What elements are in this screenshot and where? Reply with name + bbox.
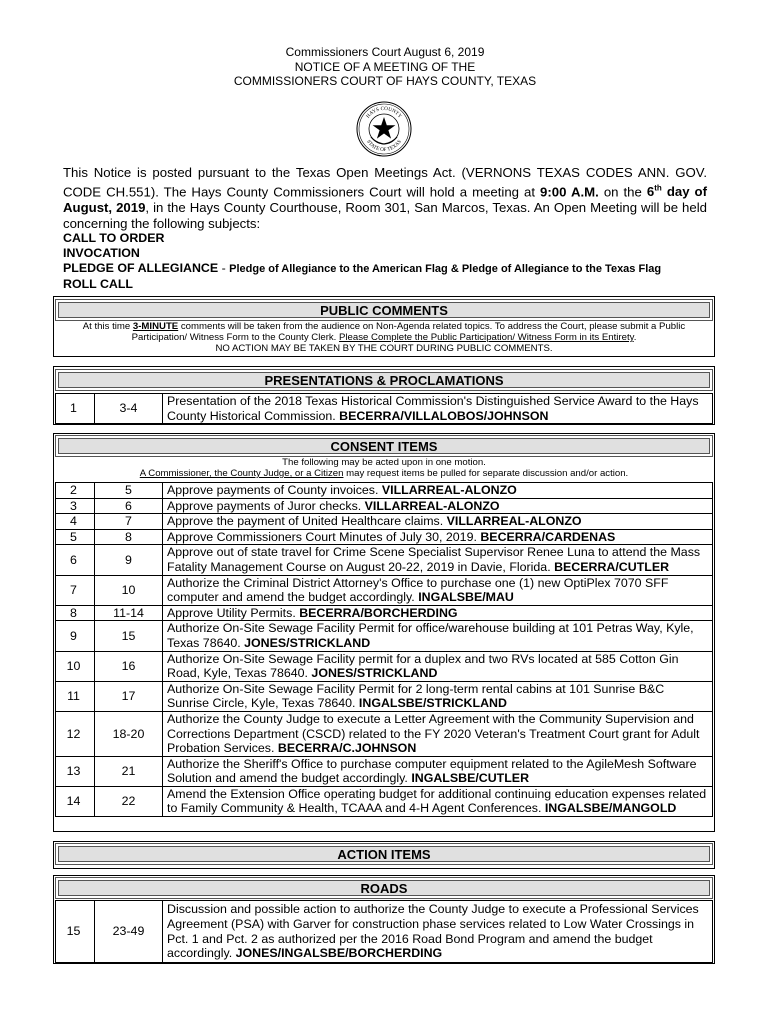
item-number: 2: [56, 483, 95, 499]
item-pages: 11-14: [95, 605, 163, 621]
opening-items: [63, 231, 723, 292]
item-description: Amend the Extension Office operating budget for additional continuing education expenses related to Family Community & Health, TCAAA and 4-H Agent Conferences. INGALSBE/MANGOLD: [163, 786, 713, 816]
item-description: Presentation of the 2018 Texas Historical Commission's Distinguished Service Award to the Hays County Historical Commission. BECERRA/VILLALOBOS/JOHNSON: [163, 394, 713, 424]
table-row: [56, 514, 713, 530]
item-number: 4: [56, 514, 95, 530]
consent-note: The following may be acted upon in one motion. A Commissioner, the County Judge, or a Citizen may request items be pulled for separate discussion and/or action.: [139, 457, 629, 479]
public-comments-text: At this time 3-MINUTE comments will be taken from the audience on Non-Agenda related topics. To address the Court, please submit a Public Participation/ Witness Form to the County Clerk. Please Complete the Public Participation/ Witness Form in its Entirety. NO ACTION MAY BE TAKEN BY THE COURT DURING PUBLIC COMMENTS.: [82, 321, 686, 354]
item-description: Approve payments of County invoices. VILLARREAL-ALONZO: [163, 483, 713, 499]
notice-title: NOTICE OF A MEETING OF THE: [294, 60, 476, 74]
public-comments-heading: PUBLIC COMMENTS: [55, 299, 713, 321]
item-pages: 23-49: [95, 901, 163, 963]
table-row: [56, 529, 713, 545]
item-description: Authorize On-Site Sewage Facility permit for a duplex and two RVs located at 585 Cotton Gin Road, Kyle, Texas 78640. JONES/STRICKLAND: [163, 651, 713, 681]
seal-top-text: HAYS COUNTY: [365, 105, 403, 120]
court-title: COMMISSIONERS COURT OF HAYS COUNTY, TEXAS: [233, 74, 537, 88]
table-row: [56, 901, 713, 963]
item-description: Approve Commissioners Court Minutes of July 30, 2019. BECERRA/CARDENAS: [163, 529, 713, 545]
item-description: Approve the payment of United Healthcare claims. VILLARREAL-ALONZO: [163, 514, 713, 530]
item-description: Authorize the Criminal District Attorney's Office to purchase one (1) new OptiPlex 7070 SFF computer and amend the budget accordingly. INGALSBE/MAU: [163, 575, 713, 605]
item-number: 11: [56, 681, 95, 711]
table-row: [56, 756, 713, 786]
call-to-order: CALL TO ORDER: [63, 231, 165, 245]
item-pages: 15: [95, 621, 163, 651]
meeting-date-title: Commissioners Court August 6, 2019: [285, 45, 485, 59]
consent-table: [55, 482, 713, 817]
item-number: 8: [56, 605, 95, 621]
item-pages: 10: [95, 575, 163, 605]
item-description: Discussion and possible action to authorize the County Judge to execute a Professional Services Agreement (PSA) with Garver for construction phase services related to Low Water Crossings in Pct. 1 and Pct. 2 as authorized per the 2016 Road Bond Program and amend the budget accordingly. JONES/INGALSBE/BORCHERDING: [163, 901, 713, 963]
item-pages: 5: [95, 483, 163, 499]
item-number: 14: [56, 786, 95, 816]
table-row: [56, 651, 713, 681]
item-description: Approve Utility Permits. BECERRA/BORCHERDING: [163, 605, 713, 621]
roads-table: [55, 900, 713, 963]
item-description: Authorize the County Judge to execute a Letter Agreement with the Community Supervision and Corrections Department (CSCD) related to the FY 2020 Veteran's Treatment Court grant for Adult Probation Services. BECERRA/C.JOHNSON: [163, 711, 713, 756]
table-row: [56, 394, 713, 424]
seal-bottom-text: STATE OF TEXAS: [365, 138, 403, 154]
item-pages: 17: [95, 681, 163, 711]
table-row: [56, 483, 713, 499]
intro-paragraph: This Notice is posted pursuant to the Texas Open Meetings Act. (VERNONS TEXAS CODES ANN. GOV. CODE CH.551). The Hays County Commissioners Court will hold a meeting at 9:00 A.M. on the 6th day of August, 2019, in the Hays County Courthouse, Room 301, San Marcos, Texas. An Open Meeting will be held concerning the following subjects:: [63, 165, 708, 232]
item-description: Approve payments of Juror checks. VILLARREAL-ALONZO: [163, 498, 713, 514]
item-pages: 16: [95, 651, 163, 681]
item-number: 9: [56, 621, 95, 651]
item-pages: 7: [95, 514, 163, 530]
item-pages: 3-4: [95, 394, 163, 424]
item-pages: 18-20: [95, 711, 163, 756]
action-items-heading: ACTION ITEMS: [55, 843, 713, 865]
roll-call: ROLL CALL: [63, 277, 133, 291]
table-row: [56, 545, 713, 575]
item-number: 12: [56, 711, 95, 756]
item-pages: 21: [95, 756, 163, 786]
item-description: Authorize On-Site Sewage Facility Permit for 2 long-term rental cabins at 101 Sunrise B&C Sunrise Circle, Kyle, Texas 78640. INGALSBE/STRICKLAND: [163, 681, 713, 711]
roads-heading: ROADS: [55, 877, 713, 899]
invocation: INVOCATION: [63, 246, 140, 260]
table-row: [56, 621, 713, 651]
presentations-heading: PRESENTATIONS & PROCLAMATIONS: [55, 369, 713, 391]
item-pages: 9: [95, 545, 163, 575]
table-row: [56, 498, 713, 514]
item-pages: 22: [95, 786, 163, 816]
item-number: 13: [56, 756, 95, 786]
table-row: [56, 575, 713, 605]
item-description: Approve out of state travel for Crime Scene Specialist Supervisor Renee Luna to attend the Mass Fatality Management Course on August 20-22, 2019 in Davie, Florida. BECERRA/CUTLER: [163, 545, 713, 575]
item-number: 7: [56, 575, 95, 605]
item-number: 10: [56, 651, 95, 681]
presentations-table: [55, 393, 713, 424]
item-description: Authorize On-Site Sewage Facility Permit for office/warehouse building at 101 Petras Way, Kyle, Texas 78640. JONES/STRICKLAND: [163, 621, 713, 651]
item-number: 3: [56, 498, 95, 514]
table-row: [56, 711, 713, 756]
item-number: 5: [56, 529, 95, 545]
table-row: [56, 605, 713, 621]
item-pages: 6: [95, 498, 163, 514]
item-number: 1: [56, 394, 95, 424]
item-description: Authorize the Sheriff's Office to purchase computer equipment related to the AgileMesh Software Solution and amend the budget accordingly. INGALSBE/CUTLER: [163, 756, 713, 786]
consent-heading: CONSENT ITEMS: [55, 435, 713, 457]
item-pages: 8: [95, 529, 163, 545]
item-number: 6: [56, 545, 95, 575]
pledge-line: PLEDGE OF ALLEGIANCE - Pledge of Allegiance to the American Flag & Pledge of Allegiance to the Texas Flag: [63, 261, 662, 275]
table-row: [56, 786, 713, 816]
item-number: 15: [56, 901, 95, 963]
table-row: [56, 681, 713, 711]
county-seal-icon: [356, 101, 412, 157]
